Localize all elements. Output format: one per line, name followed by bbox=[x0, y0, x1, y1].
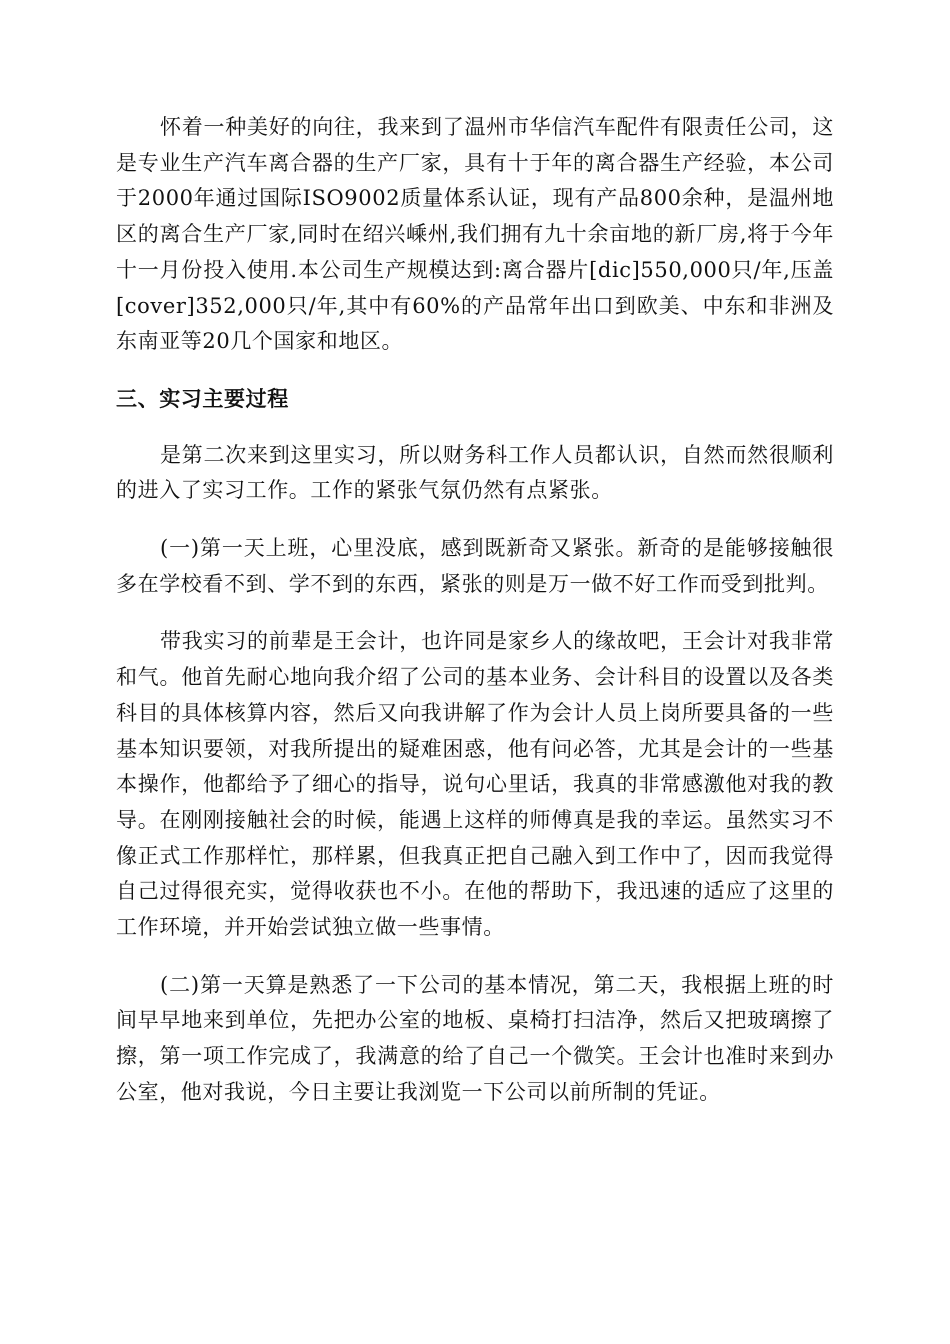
paragraph-second-day: (二)第一天算是熟悉了一下公司的基本情况，第二天，我根据上班的时间早早地来到单位，先把办公室的地板、桌椅打扫洁净，然后又把玻璃擦了擦，第一项工作完成了，我满意的给了自己一个微笑。王会计也准时来到办公室，他对我说，今日主要让我浏览一下公司以前所制的凭证。 bbox=[116, 972, 834, 1104]
paragraph-company-intro: 怀着一种美好的向往，我来到了温州市华信汽车配件有限责任公司，这是专业生产汽车离合器的生产厂家，具有十于年的离合器生产经验，本公司于2000年通过国际ISO9002质量体系认证，现有产品800余种，是温州地区的离合生产厂家,同时在绍兴嵊州,我们拥有九十余亩地的新厂房,将于今年十一月份投入使用.本公司生产规模达到:离合器片[dic]550,000只/年,压盖[cover]352,000只/年,其中有60%的产品常年出口到欧美、中东和非洲及东南亚等20几个国家和地区。 bbox=[116, 115, 834, 354]
paragraph-mentor: 带我实习的前辈是王会计，也许同是家乡人的缘故吧，王会计对我非常和气。他首先耐心地向我介绍了公司的基本业务、会计科目的设置以及各类科目的具体核算内容，然后又向我讲解了作为会计人员上岗所要具备的一些基本知识要领，对我所提出的疑难困惑，他有问必答，尤其是会计的一些基本操作，他都给予了细心的指导，说句心里话，我真的非常感激他对我的教导。在刚刚接触社会的时候，能遇上这样的师傅真是我的幸运。虽然实习不像正式工作那样忙，那样累，但我真正把自己融入到工作中了，因而我觉得自己过得很充实，觉得收获也不小。在他的帮助下，我迅速的适应了这里的工作环境，并开始尝试独立做一些事情。 bbox=[116, 629, 834, 940]
document-body bbox=[116, 110, 834, 1133]
paragraph-first-day: (一)第一天上班，心里没底，感到既新奇又紧张。新奇的是能够接触很多在学校看不到、学不到的东西，紧张的则是万一做不好工作而受到批判。 bbox=[116, 536, 834, 596]
paragraph-second-visit: 是第二次来到这里实习，所以财务科工作人员都认识，自然而然很顺利的进入了实习工作。工作的紧张气氛仍然有点紧张。 bbox=[116, 442, 834, 503]
section-heading: 三、实习主要过程 bbox=[116, 386, 289, 411]
